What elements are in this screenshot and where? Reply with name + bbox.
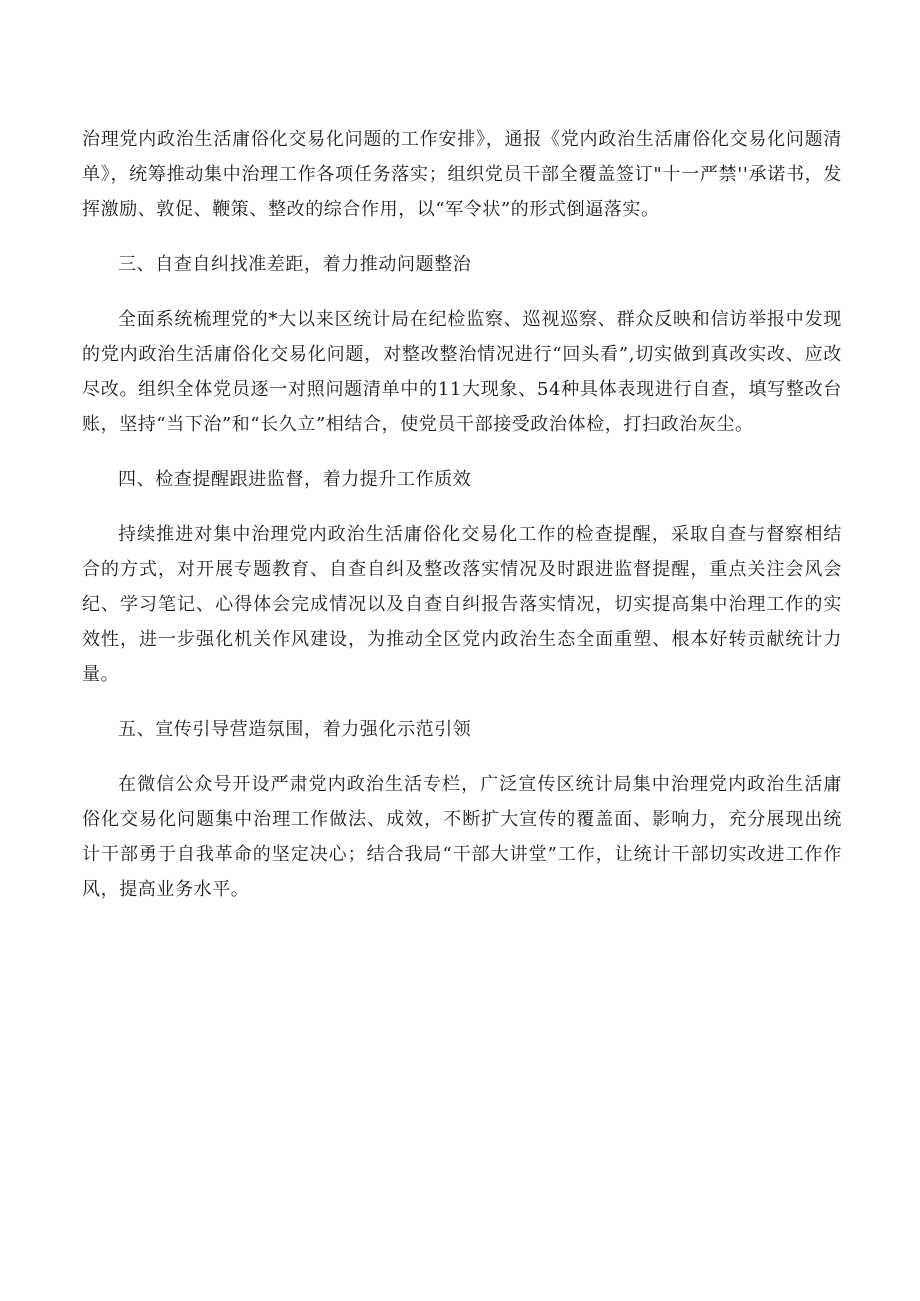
- section-heading-3: 三、自查自纠找准差距，着力推动问题整治: [118, 254, 472, 275]
- section-heading-4: 四、检查提醒跟进监督，着力提升工作质效: [118, 469, 472, 490]
- document-body: [82, 122, 842, 907]
- section-heading-5: 五、宣传引导营造氛围，着力强化示范引领: [118, 719, 472, 740]
- paragraph-section-3: 全面系统梳理党的*大以来区统计局在纪检监察、巡视巡察、群众反映和信访举报中发现的党内政治生活庸俗化交易化问题，对整改整治情况进行“回头看”,切实做到真改实改、应改尽改。组织全体党员逐一对照问题清单中的11大现象、54种具体表现进行自查，填写整改台账，坚持“当下治”和“长久立”相结合，使党员干部接受政治体检，打扫政治灰尘。: [82, 309, 842, 435]
- paragraph-continuation: 治理党内政治生活庸俗化交易化问题的工作安排》，通报《党内政治生活庸俗化交易化问题清单》，统筹推动集中治理工作各项任务落实；组织党员干部全覆盖签订"十一严禁''承诺书，发挥激励、敦促、鞭策、整改的综合作用，以“军令状”的形式倒逼落实。: [82, 129, 842, 220]
- paragraph-section-5: 在微信公众号开设严肃党内政治生活专栏，广泛宣传区统计局集中治理党内政治生活庸俗化交易化问题集中治理工作做法、成效，不断扩大宣传的覆盖面、影响力，充分展现出统计干部勇于自我革命的坚定决心；结合我局“干部大讲堂”工作，让统计干部切实改进工作作风，提高业务水平。: [82, 774, 842, 900]
- paragraph-section-4: 持续推进对集中治理党内政治生活庸俗化交易化工作的检查提醒，采取自查与督察相结合的方式，对开展专题教育、自查自纠及整改落实情况及时跟进监督提醒，重点关注会风会纪、学习笔记、心得体会完成情况以及自查自纠报告落实情况，切实提高集中治理工作的实效性，进一步强化机关作风建设，为推动全区党内政治生态全面重塑、根本好转贡献统计力量。: [82, 524, 842, 685]
